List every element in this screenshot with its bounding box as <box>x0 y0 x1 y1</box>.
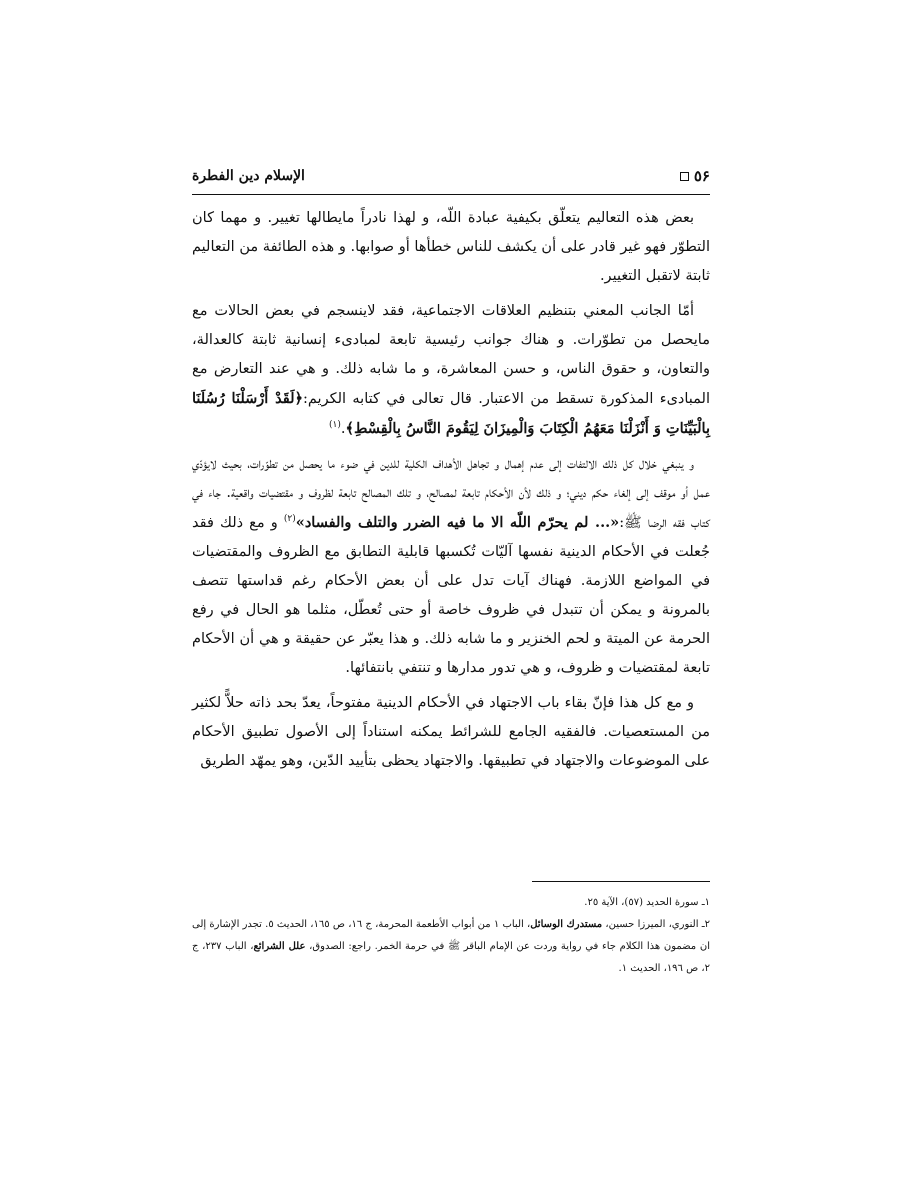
footnote-text: ٢ـ النوري، الميرزا حسين، <box>602 919 711 930</box>
page-number-block <box>680 167 710 185</box>
running-title: الإسلام دين الفطرة <box>192 168 305 184</box>
page-number: ٥۶ <box>693 167 710 185</box>
footnote <box>192 892 710 914</box>
square-bullet-icon <box>680 172 689 181</box>
footnote-text: ، الباب ١ من أبواب الأطعمة المحرمة، ج ١٦، ص ١٦٥، الحديث ٥. تجدر الإشارة إلى ان مضمون هذا الكلام جاء في رواية وردت عن الإمام الباقر ﷺ في حرمة الخمر. راجع: الصدوق، <box>192 919 710 952</box>
footnote-text: ١ـ سورة الحديد (٥٧)، الآية ٢٥. <box>584 897 710 908</box>
paragraph-text: و ينبغي خلال كل ذلك الالتفات إلى عدم إهمال و تجاهل الأهداف الكلية للدين في ضوء ما يحصل من تطوّرات، بحيث لايؤدّي عمل أو موقف إلى إلغاء حكم ديني؛ و ذلك لأن الأحكام تابعة لمصالح، و تلك المصالح تابعة لظروف و مقتضيات واقعية. جاء في كتاب فقه الرضا ﷺ: <box>192 456 710 531</box>
paragraph <box>192 297 710 444</box>
book-page <box>192 160 710 1120</box>
quran-verse: ﴿لَقَدْ أَرْسَلْنَا رُسُلَنَا بِالْبَيِّنَاتِ وَ أَنْزَلْنَا مَعَهُمُ الْكِتَابَ وَالْمِيزَانَ لِيَقُومَ النَّاسُ بِالْقِسْطِ﴾ <box>192 390 710 437</box>
footnote <box>192 914 710 980</box>
footnote-reference: (٢) <box>283 514 296 525</box>
header-divider <box>192 194 710 195</box>
hadith-quote: «... لم يحرّم اللّه الا ما فيه الضرر والتلف والفساد» <box>295 514 620 531</box>
footnote-reference: (١) <box>328 420 341 431</box>
sentence-end: . <box>340 421 346 437</box>
paragraph <box>192 450 710 683</box>
paragraph <box>192 204 710 291</box>
paragraph <box>192 689 710 776</box>
book-title: علل الشرائع <box>253 941 306 952</box>
footnote-divider <box>532 881 710 882</box>
paragraph-text: و مع كل هذا فإنّ بقاء باب الاجتهاد في الأحكام الدينية مفتوحاً، يعدّ بحد ذاته حلاًّ لكثير من المستعصيات. فالفقيه الجامع للشرائط يمكنه استناداً إلى الأصول تطبيق الأحكام على الموضوعات والاجتهاد في تطبيقها. والاجتهاد يحظى بتأييد الدّين، وهو يمهّد الطريق <box>192 695 710 769</box>
book-title: مستدرك الوسائل <box>530 919 603 930</box>
paragraph-text: أمّا الجانب المعني بتنظيم العلاقات الاجتماعية، فقد لاينسجم في بعض الحالات مع مايحصل من تطوّرات. و هناك جوانب رئيسية تابعة لمبادىء إنسانية ثابتة كالعدالة، والتعاون، و حقوق الناس، و حسن المعاشرة، و ما شابه ذلك. و هي عند التعارض مع المبادىء المذكورة تسقط من الاعتبار. قال تعالى في كتابه الكريم: <box>192 303 710 407</box>
footnote-text: ، الباب ٢٣٧، ج ٢، ص ١٩٦، الحديث ١. <box>192 941 710 974</box>
main-text <box>192 204 710 782</box>
running-header <box>192 168 710 194</box>
footnotes <box>192 892 710 980</box>
paragraph-text: بعض هذه التعاليم يتعلّق بكيفية عبادة اللّه، و لهذا نادراً مايطالها تغيير. و مهما كان التطوّر فهو غير قادر على أن يكشف للناس خطأها أو صوابها. و هذه الطائفة من التعاليم ثابتة لاتقبل التغيير. <box>192 210 710 284</box>
paragraph-text-continued: و مع ذلك فقد جُعلت في الأحكام الدينية نفسها آليّات تُكسبها قابلية التطابق مع الظروف والمقتضيات في المواضع اللازمة. فهناك آيات تدل على أن بعض الأحكام رغم قداستها تتصف بالمرونة و يمكن أن تتبدل في ظروف خاصة أو حتى تُعطّل، مثلما هو الحال في رفع الحرمة عن الميتة و لحم الخنزير و ما شابه ذلك. و هذا يعبّر عن حقيقة و هي أن الأحكام تابعة لمقتضيات و ظروف، و هي تدور مدارها و تنتفي بانتفائها. <box>192 515 710 676</box>
